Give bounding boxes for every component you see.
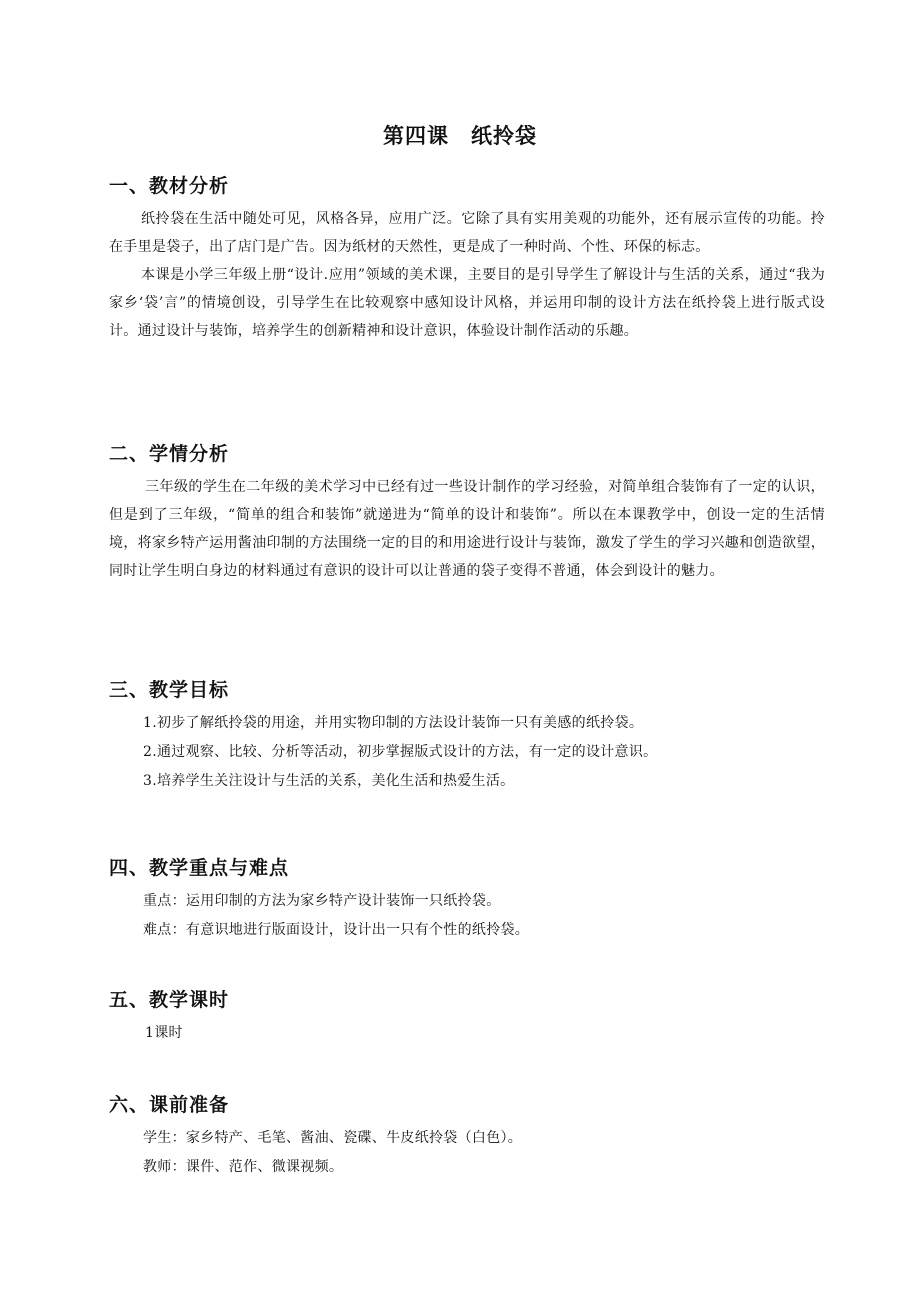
list-item: 1课时: [145, 1025, 183, 1041]
section-heading: 三、教学目标: [109, 679, 230, 701]
paragraph: 纸拎袋在生活中随处可见，风格各异，应用广泛。它除了具有实用美观的功能外，还有展示宣传的功能。拎在手里是袋子，出了店门是广告。因为纸材的天然性，更是成了一种时尚、个性、环保的标志。: [109, 211, 825, 255]
section-student-analysis: [109, 441, 825, 585]
list-item: 教师：课件、范作、微课视频。: [143, 1159, 344, 1175]
section-heading: 四、教学重点与难点: [109, 857, 290, 879]
section-key-points: [109, 855, 825, 945]
section-class-hours: [109, 987, 825, 1048]
section-heading: 一、教材分析: [109, 175, 230, 197]
list-item: 重点：运用印制的方法为家乡特产设计装饰一只纸拎袋。: [143, 893, 501, 909]
section-teaching-goals: [109, 677, 825, 796]
list-item: 难点：有意识地进行版面设计，设计出一只有个性的纸拎袋。: [143, 922, 530, 938]
paragraph: 三年级的学生在二年级的美术学习中已经有过一些设计制作的学习经验，对简单组合装饰有了一定的认识，但是到了三年级，“简单的组合和装饰”就递进为“简单的设计和装饰”。所以在本课教学中，创设一定的生活情境，将家乡特产运用酱油印制的方法围绕一定的目的和用途进行设计与装饰，激发了学生的学习兴趣和创造欲望，同时让学生明白身边的材料通过有意识的设计可以让普通的袋子变得不普通，体会到设计的魅力。: [109, 479, 825, 579]
list-item: 学生：家乡特产、毛笔、酱油、瓷碟、牛皮纸拎袋（白色）。: [143, 1130, 523, 1146]
list-item: 2.通过观察、比较、分析等活动，初步掌握版式设计的方法，有一定的设计意识。: [143, 744, 658, 760]
paragraph: 本课是小学三年级上册“设计.应用”领域的美术课，主要目的是引导学生了解设计与生活的关系，通过“我为家乡‘袋’言”的情境创设，引导学生在比较观察中感知设计风格，并运用印制的设计方法在纸拎袋上进行版式设计。通过设计与装饰，培养学生的创新精神和设计意识，体验设计制作活动的乐趣。: [109, 267, 825, 339]
section-heading: 二、学情分析: [109, 443, 230, 465]
document-title: 第四课 纸拎袋: [383, 124, 537, 148]
section-textbook-analysis: [109, 173, 825, 345]
list-item: 3.培养学生关注设计与生活的关系，美化生活和热爱生活。: [143, 773, 515, 789]
section-heading: 五、教学课时: [109, 989, 230, 1011]
section-heading: 六、课前准备: [109, 1094, 230, 1116]
section-preparation: [109, 1092, 825, 1182]
list-item: 1.初步了解纸拎袋的用途，并用实物印制的方法设计装饰一只有美感的纸拎袋。: [143, 715, 644, 731]
